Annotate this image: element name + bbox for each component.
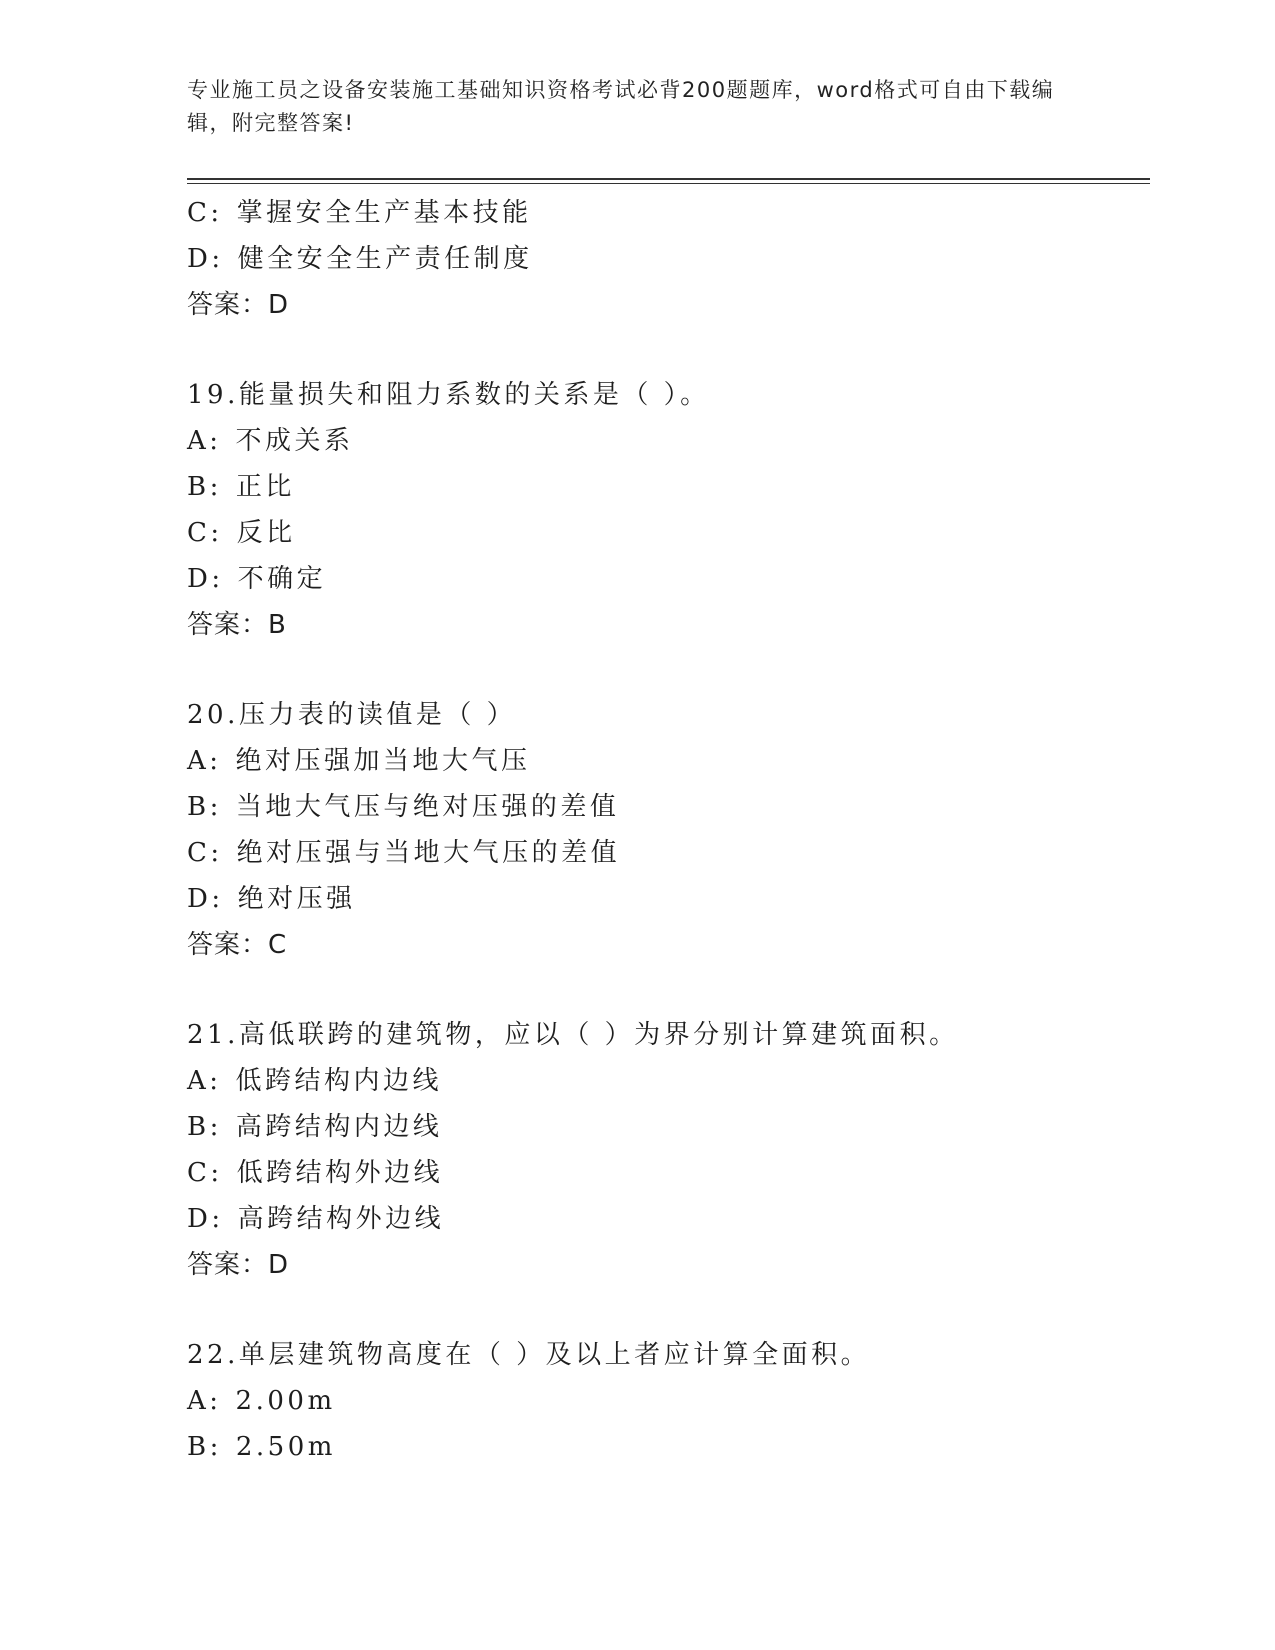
option-row [187, 556, 1147, 602]
option-text: 绝对压强加当地大气压 [235, 746, 531, 776]
option-label: A: [187, 746, 222, 776]
question-stem: 20.压力表的读值是（ ） [187, 700, 517, 730]
option-text: 高跨结构内边线 [235, 1112, 443, 1142]
question-list [187, 190, 1147, 1470]
question-stem: 21.高低联跨的建筑物，应以（ ）为界分别计算建筑面积。 [187, 1020, 959, 1050]
option-label: D: [187, 1204, 224, 1234]
option-label: A: [187, 1066, 222, 1096]
option-label: A: [187, 1386, 222, 1416]
question-stem: 19.能量损失和阻力系数的关系是（ ）。 [187, 380, 710, 410]
option-label: B: [187, 792, 222, 822]
option-text: 2.00m [235, 1386, 336, 1416]
option-label: C: [187, 838, 223, 868]
option-label: B: [187, 1432, 222, 1462]
option-row [187, 464, 1147, 510]
option-text: 健全安全生产责任制度 [237, 244, 533, 274]
option-label: D: [187, 244, 224, 274]
option-label: D: [187, 884, 224, 914]
option-text: 绝对压强与当地大气压的差值 [236, 838, 621, 868]
option-row [187, 1058, 1147, 1104]
question-stem: 22.单层建筑物高度在（ ）及以上者应计算全面积。 [187, 1340, 871, 1370]
option-text: 低跨结构外边线 [236, 1158, 444, 1188]
option-label: B: [187, 472, 222, 502]
option-label: B: [187, 1112, 222, 1142]
option-row [187, 510, 1147, 556]
option-row [187, 830, 1147, 876]
option-label: A: [187, 426, 222, 456]
option-text: 不成关系 [235, 426, 354, 456]
option-row [187, 1424, 1147, 1470]
option-row [187, 1196, 1147, 1242]
option-label: C: [187, 198, 223, 228]
option-text: 当地大气压与绝对压强的差值 [235, 792, 620, 822]
option-row [187, 1378, 1147, 1424]
answer-line: 答案：D [187, 1250, 290, 1280]
option-text: 反比 [236, 518, 296, 548]
document-header: 专业施工员之设备安装施工基础知识资格考试必背200题题库，word格式可自由下载编辑，附完整答案! [187, 78, 1055, 135]
option-text: 绝对压强 [237, 884, 356, 914]
option-label: C: [187, 1158, 223, 1188]
option-row [187, 190, 1147, 236]
option-row [187, 1104, 1147, 1150]
option-label: C: [187, 518, 223, 548]
option-row [187, 784, 1147, 830]
option-label: D: [187, 564, 224, 594]
answer-line: 答案：B [187, 610, 287, 640]
option-row [187, 876, 1147, 922]
option-text: 不确定 [237, 564, 327, 594]
answer-line: 答案：C [187, 930, 288, 960]
answer-line: 答案：D [187, 290, 290, 320]
option-text: 正比 [235, 472, 295, 502]
option-text: 高跨结构外边线 [237, 1204, 445, 1234]
option-row [187, 738, 1147, 784]
option-row [187, 1150, 1147, 1196]
option-row [187, 418, 1147, 464]
option-text: 低跨结构内边线 [235, 1066, 443, 1096]
option-text: 2.50m [235, 1432, 336, 1462]
option-text: 掌握安全生产基本技能 [236, 198, 532, 228]
option-row [187, 236, 1147, 282]
header-divider [187, 178, 1150, 184]
